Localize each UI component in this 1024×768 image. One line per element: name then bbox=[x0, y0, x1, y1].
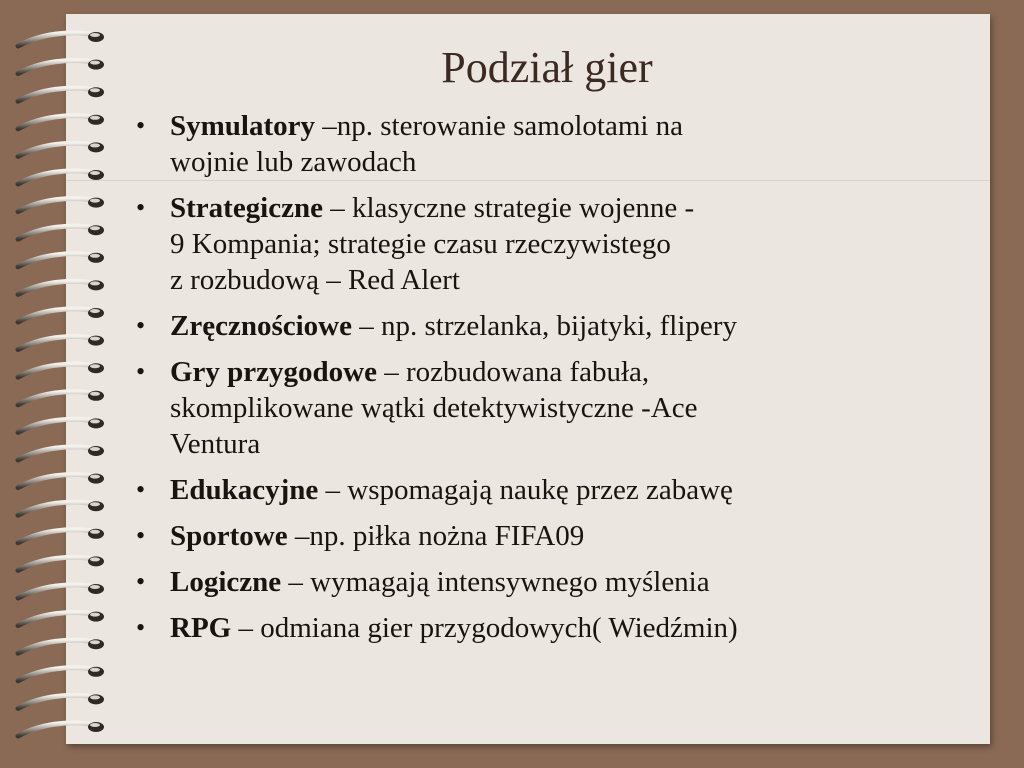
spiral-coil-wire bbox=[18, 281, 96, 294]
coil-highlight bbox=[90, 199, 100, 203]
spiral-coil-wire bbox=[18, 557, 96, 570]
spiral-coil-wire bbox=[18, 143, 96, 156]
category-term: Gry przygodowe bbox=[170, 356, 377, 388]
category-description: skomplikowane wątki detektywistyczne -Ace bbox=[170, 392, 698, 424]
category-term: Logiczne bbox=[170, 566, 282, 598]
spiral-coil-wire bbox=[18, 419, 96, 432]
coil-highlight bbox=[90, 419, 100, 423]
spiral-coil-wire bbox=[18, 364, 96, 377]
category-description: – rozbudowana fabuła, bbox=[377, 356, 650, 388]
category-description: – odmiana gier przygodowych( Wiedźmin) bbox=[231, 612, 738, 644]
spiral-coil-wire bbox=[18, 226, 96, 239]
list-item bbox=[136, 472, 976, 508]
category-term: Symulatory bbox=[170, 110, 315, 142]
coil-highlight bbox=[90, 33, 100, 37]
category-description: 9 Kompania; strategie czasu rzeczywistego bbox=[170, 228, 671, 260]
list-item bbox=[136, 518, 976, 554]
spiral-coil-wire bbox=[18, 585, 96, 598]
spiral-coil-wire bbox=[18, 447, 96, 460]
coil-highlight bbox=[90, 585, 100, 589]
coil-highlight bbox=[90, 337, 100, 341]
category-description: – wymagają intensywnego myślenia bbox=[281, 566, 710, 598]
spiral-coil-wire bbox=[18, 198, 96, 211]
coil-highlight bbox=[90, 392, 100, 396]
coil-highlight bbox=[90, 171, 100, 175]
spiral-coil-wire bbox=[18, 723, 96, 736]
coil-highlight bbox=[90, 447, 100, 451]
coil-highlight bbox=[90, 254, 100, 258]
category-term: RPG bbox=[170, 612, 232, 644]
coil-highlight bbox=[90, 143, 100, 147]
spiral-coil-wire bbox=[18, 171, 96, 184]
category-description: z rozbudową – Red Alert bbox=[170, 264, 460, 296]
coil-highlight bbox=[90, 116, 100, 120]
category-description: wojnie lub zawodach bbox=[170, 146, 417, 178]
spiral-coil-wire bbox=[18, 502, 96, 515]
coil-highlight bbox=[90, 640, 100, 644]
spiral-coil-wire bbox=[18, 309, 96, 322]
spiral-coil-wire bbox=[18, 612, 96, 625]
coil-highlight bbox=[90, 530, 100, 534]
category-term: Zręcznościowe bbox=[170, 310, 352, 342]
list-item bbox=[136, 308, 976, 344]
category-description: – klasyczne strategie wojenne - bbox=[323, 192, 695, 224]
spiral-coil-wire bbox=[18, 668, 96, 681]
spiral-coil-wire bbox=[18, 336, 96, 349]
category-description: – wspomagają naukę przez zabawę bbox=[318, 474, 733, 506]
spiral-coil-wire bbox=[18, 116, 96, 129]
spiral-binding-icon bbox=[0, 0, 130, 768]
list-item bbox=[136, 564, 976, 600]
coil-highlight bbox=[90, 281, 100, 285]
spiral-coil-wire bbox=[18, 530, 96, 543]
coil-highlight bbox=[90, 309, 100, 313]
spiral-coil-wire bbox=[18, 640, 96, 653]
list-item bbox=[136, 108, 976, 180]
spiral-coil-wire bbox=[18, 695, 96, 708]
list-item bbox=[136, 354, 976, 462]
spiral-coil-wire bbox=[18, 474, 96, 487]
category-term: Strategiczne bbox=[170, 192, 323, 224]
list-item bbox=[136, 190, 976, 298]
slide-title: Podział gier bbox=[441, 43, 653, 92]
coil-highlight bbox=[90, 226, 100, 230]
coil-highlight bbox=[90, 364, 100, 368]
coil-highlight bbox=[90, 502, 100, 506]
coil-highlight bbox=[90, 613, 100, 617]
spiral-coil-wire bbox=[18, 254, 96, 267]
category-description: Ventura bbox=[170, 428, 261, 460]
category-term: Sportowe bbox=[170, 520, 288, 552]
coil-highlight bbox=[90, 723, 100, 727]
category-description: – np. strzelanka, bijatyki, flipery bbox=[352, 310, 737, 342]
spiral-coil-wire bbox=[18, 392, 96, 405]
list-item bbox=[136, 610, 976, 646]
coil-highlight bbox=[90, 668, 100, 672]
coil-highlight bbox=[90, 475, 100, 479]
game-category-list bbox=[136, 108, 976, 656]
category-term: Edukacyjne bbox=[170, 474, 319, 506]
coil-highlight bbox=[90, 695, 100, 699]
category-description: –np. sterowanie samolotami na bbox=[315, 110, 684, 142]
coil-highlight bbox=[90, 557, 100, 561]
category-description: –np. piłka nożna FIFA09 bbox=[287, 520, 585, 552]
